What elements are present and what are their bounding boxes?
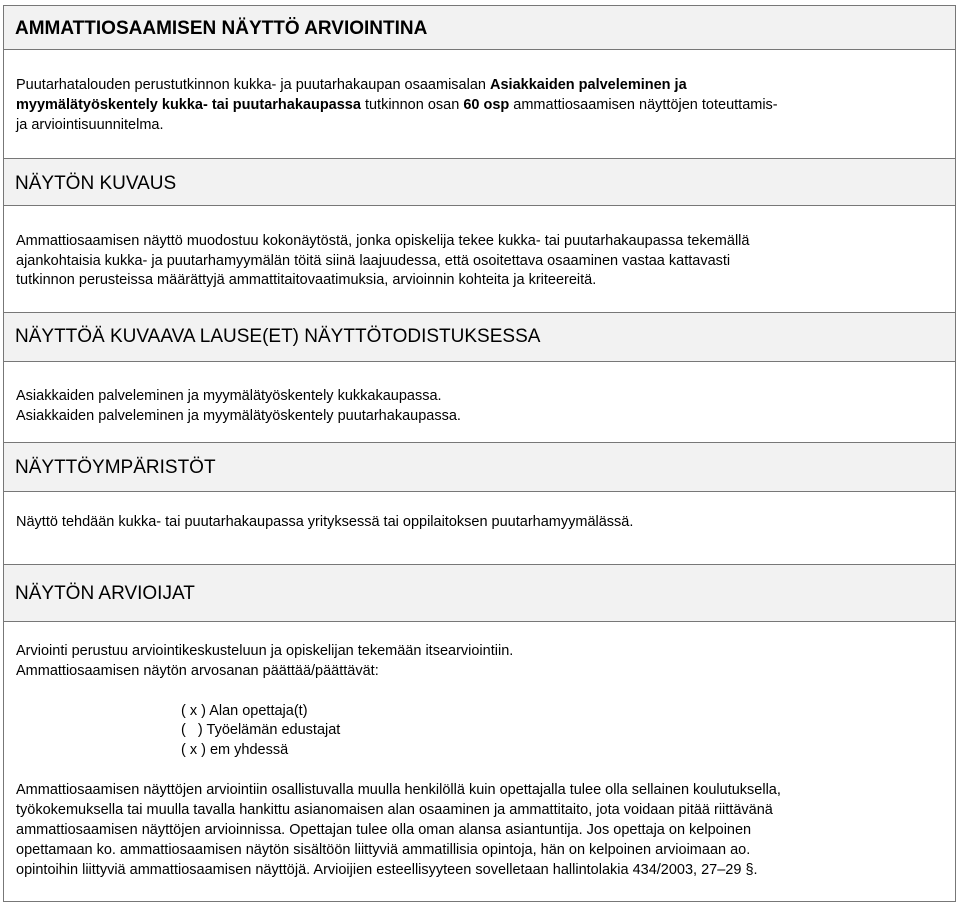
intro-text: ammattiosaamisen näyttöjen toteuttamis- <box>509 97 778 113</box>
option-alan-opettaja: ( x ) Alan opettaja(t) <box>181 703 308 719</box>
intro-text: Puutarhatalouden perustutkinnon kukka- ja puutarhakaupan osaamisalan <box>16 77 490 93</box>
body-line: Asiakkaiden palveleminen ja myymälätyöskentely puutarhakaupassa. <box>16 408 461 424</box>
body-line: Ammattiosaamisen näytön arvosanan päättää/päättävät: <box>16 663 379 679</box>
option-tyoelaman-edustajat: ( ) Työelämän edustajat <box>181 722 341 738</box>
intro-block <box>3 50 956 164</box>
body-line: Näyttö tehdään kukka- tai puutarhakaupassa yrityksessä tai oppilaitoksen puutarhamyymälässä. <box>16 514 634 530</box>
section-heading: NÄYTTÖÄ KUVAAVA LAUSE(ET) NÄYTTÖTODISTUKSESSA <box>15 326 541 347</box>
section-body-kuvaus <box>3 206 956 312</box>
body-line: Ammattiosaamisen näyttöjen arviointiin osallistuvalla muulla henkilöllä kuin opettajalla tulee olla sellainen koulutuksella, <box>16 782 781 798</box>
section-heading: NÄYTÖN ARVIOIJAT <box>15 583 195 604</box>
body-line: opintoihin liittyviä ammattiosaamisen näyttöjä. Arvioijien esteellisyyteen sovelletaan hallintolakia 434/2003, 27–29 §. <box>16 862 758 878</box>
body-line: työkokemuksella tai muulla tavalla hankittu asianomaisen alan osaaminen ja ammattitaito, jota voidaan pitää riittävänä <box>16 802 773 818</box>
section-heading: NÄYTÖN KUVAUS <box>15 173 177 194</box>
intro-text: tutkinnon osan <box>360 97 464 113</box>
body-line: ammattiosaamisen näyttöjen arvioinnissa. Opettajan tulee olla oman alansa asiantuntija. Jos opettaja on kelpoinen <box>16 822 752 838</box>
section-header-lauseet <box>3 312 956 362</box>
section-body-ymparistot <box>3 492 956 564</box>
intro-bold-text: Asiakkaiden palveleminen ja <box>490 77 687 93</box>
intro-bold-text: myymälätyöskentely kukka- tai puutarhakaupassa <box>16 97 361 113</box>
section-body-lauseet <box>3 362 956 442</box>
title-header <box>3 5 956 50</box>
section-header-ymparistot <box>3 442 956 492</box>
intro-credits: 60 osp <box>463 97 510 113</box>
section-body-arvioijat <box>3 622 956 902</box>
section-header-arvioijat <box>3 564 956 622</box>
option-em-yhdessa: ( x ) em yhdessä <box>181 742 289 758</box>
body-line: ajankohtaisia kukka- ja puutarhamyymälän töitä siinä laajuudessa, että osoitettava osaaminen vastaa kattavasti <box>16 253 731 269</box>
section-header-kuvaus <box>3 158 956 206</box>
intro-line-2 <box>16 95 778 115</box>
body-line: opettamaan ko. ammattiosaamisen näytön sisältöön liittyviä ammatillisia opintoja, hän on kelpoinen arvioimaan ao. <box>16 842 751 858</box>
intro-line-1 <box>16 75 687 95</box>
body-line: tutkinnon perusteissa määrättyjä ammattitaitovaatimuksia, arvioinnin kohteita ja kriteereitä. <box>16 272 597 288</box>
body-line: Asiakkaiden palveleminen ja myymälätyöskentely kukkakaupassa. <box>16 388 442 404</box>
page-title: AMMATTIOSAAMISEN NÄYTTÖ ARVIOINTINA <box>15 18 428 39</box>
section-heading: NÄYTTÖYMPÄRISTÖT <box>15 457 216 478</box>
intro-line-3: ja arviointisuunnitelma. <box>16 117 164 133</box>
body-line: Arviointi perustuu arviointikeskusteluun ja opiskelijan tekemään itsearviointiin. <box>16 643 514 659</box>
body-line: Ammattiosaamisen näyttö muodostuu kokonäytöstä, jonka opiskelija tekee kukka- tai puutarhakaupassa tekemällä <box>16 233 750 249</box>
